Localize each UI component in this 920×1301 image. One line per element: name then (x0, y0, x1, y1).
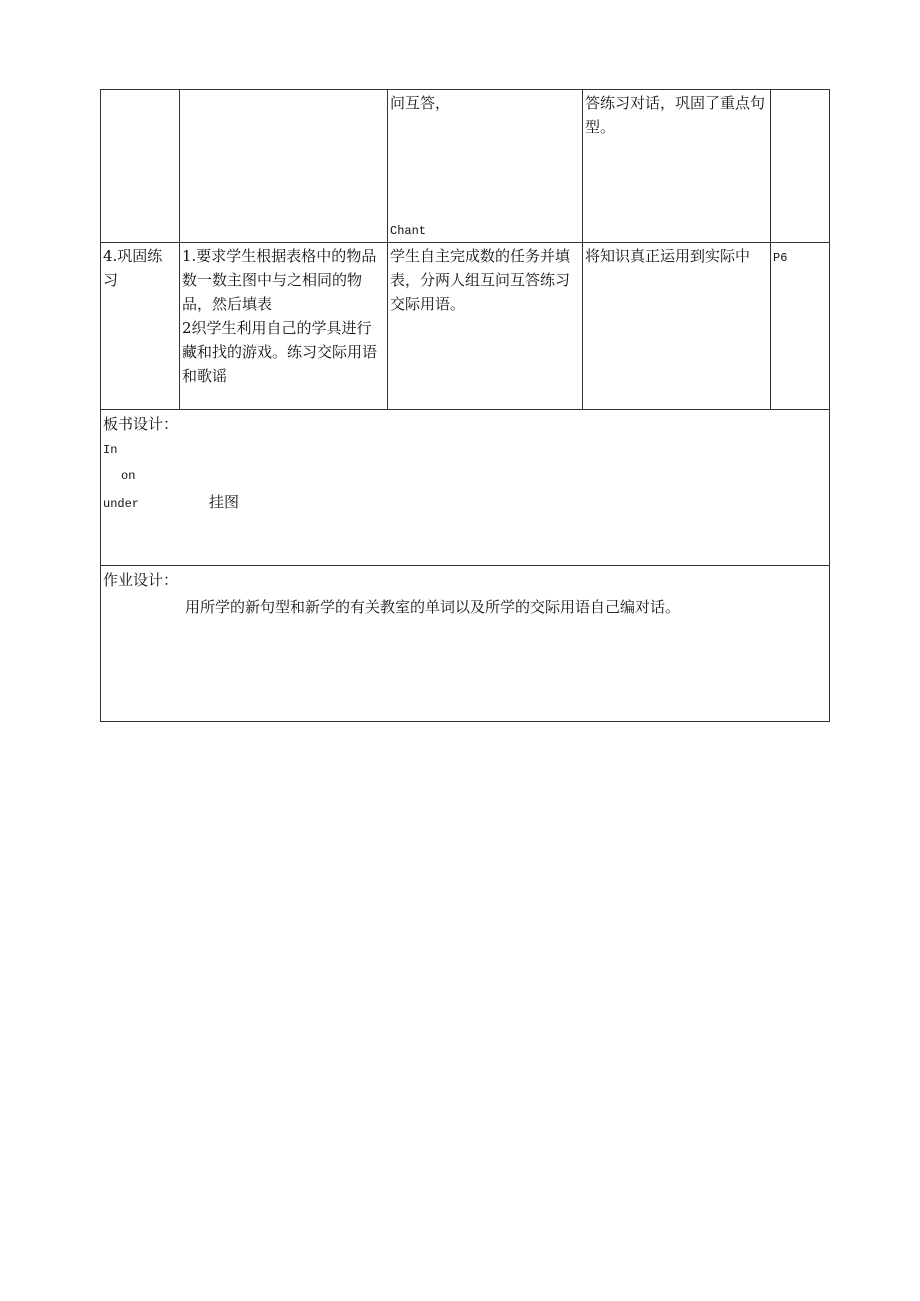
cell-teacher-activity (180, 243, 388, 410)
homework-body: 用所学的新句型和新学的有关教室的单词以及所学的交际用语自己编对话。 (185, 598, 681, 616)
cell-stage-empty (101, 90, 180, 243)
student-text: 学生自主完成数的任务并填表，分两人组互问互答练习交际用语。 (390, 247, 571, 313)
cell-teacher-empty (180, 90, 388, 243)
cell-purpose (583, 90, 771, 243)
cell-ref-empty (771, 90, 830, 243)
cell-student-activity (388, 243, 583, 410)
teacher-line-1: 1.要求学生根据表格中的物品数一数主图中与之相同的物品，然后填表 (182, 247, 377, 313)
cell-page-ref (771, 243, 830, 410)
table-row-practice (101, 243, 830, 410)
board-heading: 板书设计： (103, 415, 179, 433)
cell-board-design (101, 410, 830, 566)
board-picture-label: 挂图 (209, 493, 240, 511)
table-row-board-design (101, 410, 830, 566)
stage-label: 4.巩固练习 (103, 247, 163, 289)
lesson-plan-table (100, 89, 830, 722)
cell-purpose (583, 243, 771, 410)
teacher-line-2: 2织学生利用自己的学具进行藏和找的游戏。练习交际用语和歌谣 (182, 319, 378, 385)
purpose-text: 答练习对话，巩固了重点句型。 (585, 94, 766, 136)
homework-heading: 作业设计： (103, 571, 179, 589)
board-word-on: on (121, 469, 136, 483)
cell-homework (101, 566, 830, 722)
table-row-homework (101, 566, 830, 722)
board-word-under: under (103, 497, 140, 511)
page-ref: P6 (773, 251, 788, 265)
board-word-in: In (103, 443, 118, 457)
activity-text: 问互答， (390, 94, 451, 112)
purpose-text: 将知识真正运用到实际中 (585, 247, 751, 265)
cell-student-activity (388, 90, 583, 243)
cell-stage (101, 243, 180, 410)
chant-note: Chant (390, 224, 427, 238)
table-row-continued (101, 90, 830, 243)
